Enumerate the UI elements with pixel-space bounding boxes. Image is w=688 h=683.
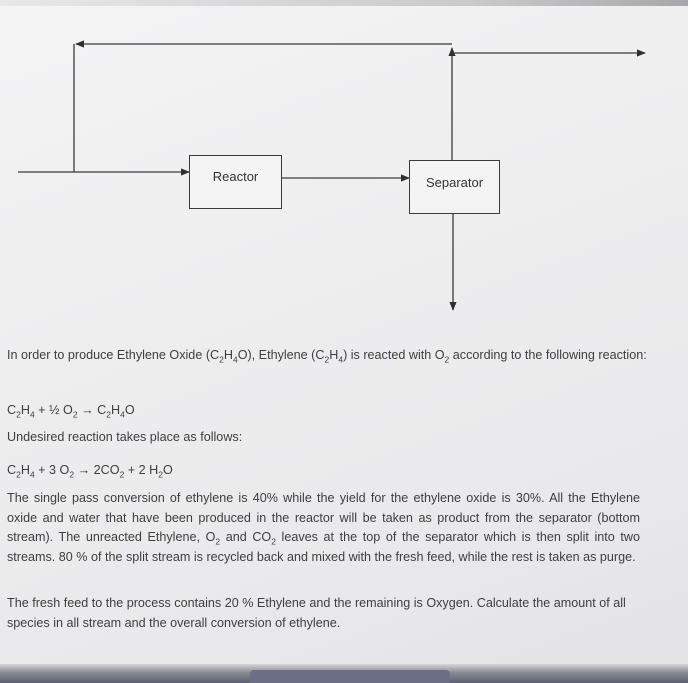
separator-label: Separator (425, 175, 484, 190)
process-description-paragraph: The single pass conversion of ethylene is 40% while the yield for the ethylene oxide is 30%. All the Ethylene oxide and water that have been produced in the reactor will be taken as product from the separator (bottom stream). The unreacted Ethylene, $O_2$ and $CO_2$ leaves at the top of the separator which is then split into two streams. 80 % of the split stream is recycled back and mixed with the fresh feed, while the rest is taken as purge. (7, 491, 640, 564)
intro-paragraph: In order to produce Ethylene Oxide $(C_2H_4O)$, Ethylene $(C_2H_4)$ is reacted with $O_2$ according to the following reaction: (7, 348, 647, 365)
main-reaction-equation: $C_2H_4$ + ½ $O_2 \to C_2H_4O$ (7, 403, 135, 420)
side-reaction-equation: $C_2H_4 + 3$ $O_2 \to 2CO_2 + 2$ $H_2O$ (7, 463, 173, 480)
flow-diagram (0, 0, 688, 330)
separator-box (409, 160, 500, 214)
fresh-feed-paragraph: The fresh feed to the process contains 20 % Ethylene and the remaining is Oxygen. Calculate the amount of all species in all stream and the overall conversion of ethylene. (7, 596, 626, 630)
bottom-edge (0, 664, 688, 683)
reactor-box (189, 155, 282, 209)
reactor-label: Reactor (212, 169, 259, 184)
undesired-reaction-label: Undesired reaction takes place as follows: (7, 430, 243, 444)
bottom-bar-tab (250, 670, 450, 683)
